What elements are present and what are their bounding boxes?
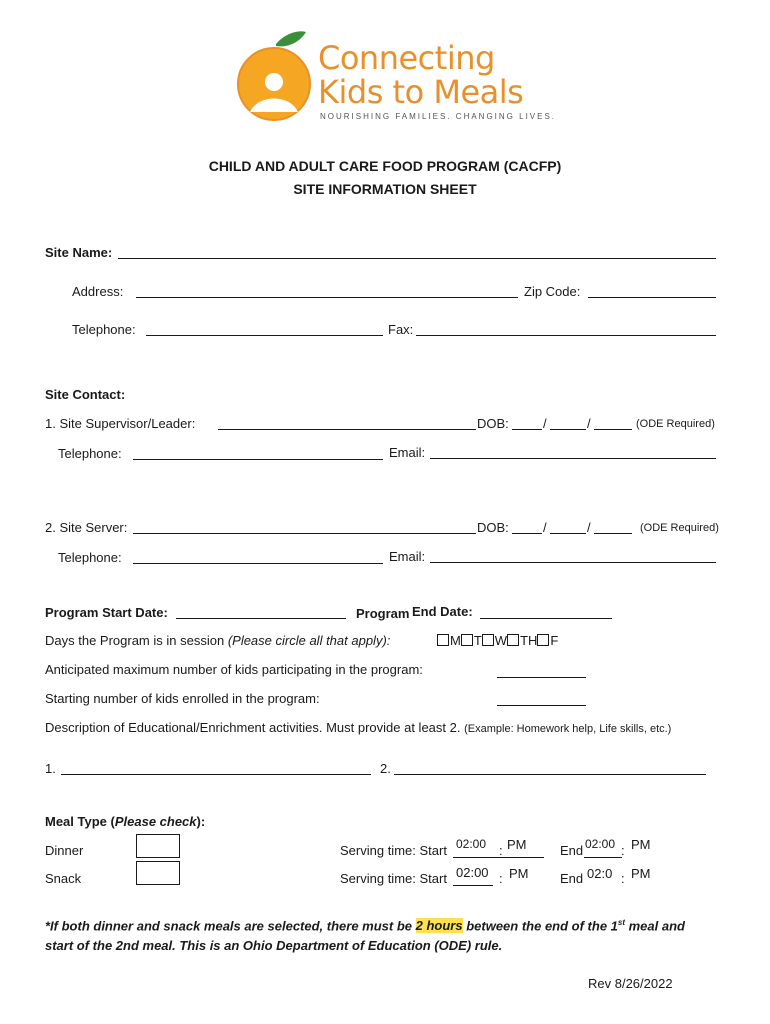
day-label: TH — [520, 633, 538, 648]
max-kids-label: Anticipated maximum number of kids participating in the program: — [45, 662, 423, 677]
supervisor-dob-year[interactable] — [594, 429, 632, 430]
snack-start-time[interactable]: 02:00 — [456, 865, 489, 880]
activities-label-text: Description of Educational/Enrichment activities. Must provide at least 2. — [45, 720, 461, 735]
logo-line-2: Kids to Meals — [318, 73, 524, 111]
days-checkboxes — [437, 633, 558, 648]
date-separator: / — [587, 520, 591, 535]
day-label: M — [450, 633, 461, 648]
server-dob-day[interactable] — [550, 533, 586, 534]
server-field[interactable] — [133, 533, 476, 534]
server-dob-year[interactable] — [594, 533, 632, 534]
time-colon: : — [621, 871, 625, 886]
dinner-start-ampm[interactable]: PM — [507, 837, 527, 852]
supervisor-dob-day[interactable] — [550, 429, 586, 430]
day-label: T — [473, 633, 482, 648]
start-kids-field[interactable] — [497, 705, 586, 706]
program-end-label-a: Program — [356, 606, 410, 621]
snack-checkbox[interactable] — [136, 861, 180, 885]
meal-rule-note-line-1 — [45, 918, 685, 933]
server-dob-label: DOB: — [477, 520, 509, 535]
form-title-line-2: SITE INFORMATION SHEET — [293, 181, 477, 197]
ode-required-note: (ODE Required) — [640, 522, 719, 534]
date-separator: / — [587, 416, 591, 431]
snack-label: Snack — [45, 871, 82, 886]
note-part3: meal and — [625, 918, 685, 934]
dinner-serving-label: Serving time: Start — [340, 843, 447, 858]
server-email-label: Email: — [389, 549, 426, 564]
meal-heading-a: Meal Type ( — [45, 814, 115, 829]
activities-label — [45, 720, 671, 735]
logo-line-1: Connecting — [318, 39, 495, 77]
server-email-field[interactable] — [430, 562, 716, 563]
supervisor-email-label: Email: — [389, 445, 426, 460]
meal-heading-c: ): — [196, 814, 206, 829]
meal-type-heading — [45, 814, 205, 829]
supervisor-dob-label: DOB: — [477, 416, 509, 431]
days-hint: (Please circle all that apply): — [227, 633, 391, 648]
max-kids-field[interactable] — [497, 677, 586, 678]
program-start-label: Program Start Date: — [45, 605, 168, 620]
day-label: W — [494, 633, 508, 648]
activity-1-label: 1. — [45, 761, 56, 776]
site-contact-heading: Site Contact: — [45, 387, 126, 402]
time-colon: : — [621, 843, 625, 858]
activities-example: (Example: Homework help, Life skills, etc.) — [464, 723, 672, 735]
site-name-label: Site Name: — [45, 245, 113, 260]
ode-required-note: (ODE Required) — [636, 418, 715, 430]
logo-tagline: NOURISHING FAMILIES. CHANGING LIVES. — [320, 112, 557, 121]
zip-field[interactable] — [588, 297, 716, 298]
snack-start-time-field[interactable] — [453, 885, 493, 886]
snack-end-label: End — [560, 871, 584, 886]
form-title-line-1: CHILD AND ADULT CARE FOOD PROGRAM (CACFP) — [208, 158, 562, 174]
dinner-label: Dinner — [45, 843, 84, 858]
supervisor-telephone-label: Telephone: — [58, 446, 122, 461]
time-colon: : — [499, 843, 503, 858]
day-checkbox-t[interactable] — [461, 634, 473, 646]
program-end-label-b: End Date: — [412, 604, 473, 619]
server-telephone-field[interactable] — [133, 563, 383, 564]
supervisor-label: 1. Site Supervisor/Leader: — [45, 416, 196, 431]
supervisor-field[interactable] — [218, 429, 476, 430]
note-sup: st — [617, 918, 626, 927]
server-dob-month[interactable] — [512, 533, 542, 534]
days-label — [45, 633, 390, 648]
logo — [236, 28, 557, 128]
dinner-start-time[interactable]: 02:00 — [456, 837, 487, 851]
activity-2-label: 2. — [380, 761, 391, 776]
site-name-field[interactable] — [118, 258, 716, 259]
date-separator: / — [543, 416, 547, 431]
note-part2: between the end of the 1 — [462, 918, 618, 934]
revision-date: Rev 8/26/2022 — [588, 976, 673, 991]
dinner-end-ampm[interactable]: PM — [631, 837, 651, 852]
site-telephone-label: Telephone: — [72, 322, 136, 337]
meal-rule-note-line-2: start of the 2nd meal. This is an Ohio Department of Education (ODE) rule. — [45, 938, 503, 953]
dinner-end-time-field[interactable] — [584, 857, 622, 858]
activity-2-field[interactable] — [394, 774, 706, 775]
meal-heading-b: Please check — [114, 814, 197, 829]
snack-serving-label: Serving time: Start — [340, 871, 447, 886]
orange-logo-icon — [236, 28, 316, 123]
address-label: Address: — [72, 284, 124, 299]
zip-label: Zip Code: — [524, 284, 581, 299]
dinner-end-time[interactable]: 02:00 — [585, 837, 616, 851]
fax-label: Fax: — [388, 322, 414, 337]
supervisor-telephone-field[interactable] — [133, 459, 383, 460]
note-part1: *If both dinner and snack meals are selected, there must be — [45, 918, 416, 934]
snack-start-ampm[interactable]: PM — [509, 866, 529, 881]
start-kids-label: Starting number of kids enrolled in the program: — [45, 691, 320, 706]
program-end-field[interactable] — [480, 618, 612, 619]
supervisor-dob-month[interactable] — [512, 429, 542, 430]
day-checkbox-f[interactable] — [537, 634, 549, 646]
day-checkbox-w[interactable] — [482, 634, 494, 646]
address-field[interactable] — [136, 297, 518, 298]
day-checkbox-m[interactable] — [437, 634, 449, 646]
day-label: F — [550, 633, 559, 648]
program-start-field[interactable] — [176, 618, 346, 619]
dinner-checkbox[interactable] — [136, 834, 180, 858]
server-label: 2. Site Server: — [45, 520, 128, 535]
fax-field[interactable] — [416, 335, 716, 336]
time-colon: : — [499, 871, 503, 886]
site-telephone-field[interactable] — [146, 335, 383, 336]
days-label-text: Days the Program is in session — [45, 633, 225, 648]
supervisor-email-field[interactable] — [430, 458, 716, 459]
snack-end-ampm[interactable]: PM — [631, 866, 651, 881]
server-telephone-label: Telephone: — [58, 550, 122, 565]
dinner-end-label: End — [560, 843, 584, 858]
snack-end-time[interactable]: 02:0 — [587, 866, 613, 881]
note-highlight: 2 hours — [415, 918, 463, 934]
activity-1-field[interactable] — [61, 774, 371, 775]
date-separator: / — [543, 520, 547, 535]
day-checkbox-th[interactable] — [507, 634, 519, 646]
